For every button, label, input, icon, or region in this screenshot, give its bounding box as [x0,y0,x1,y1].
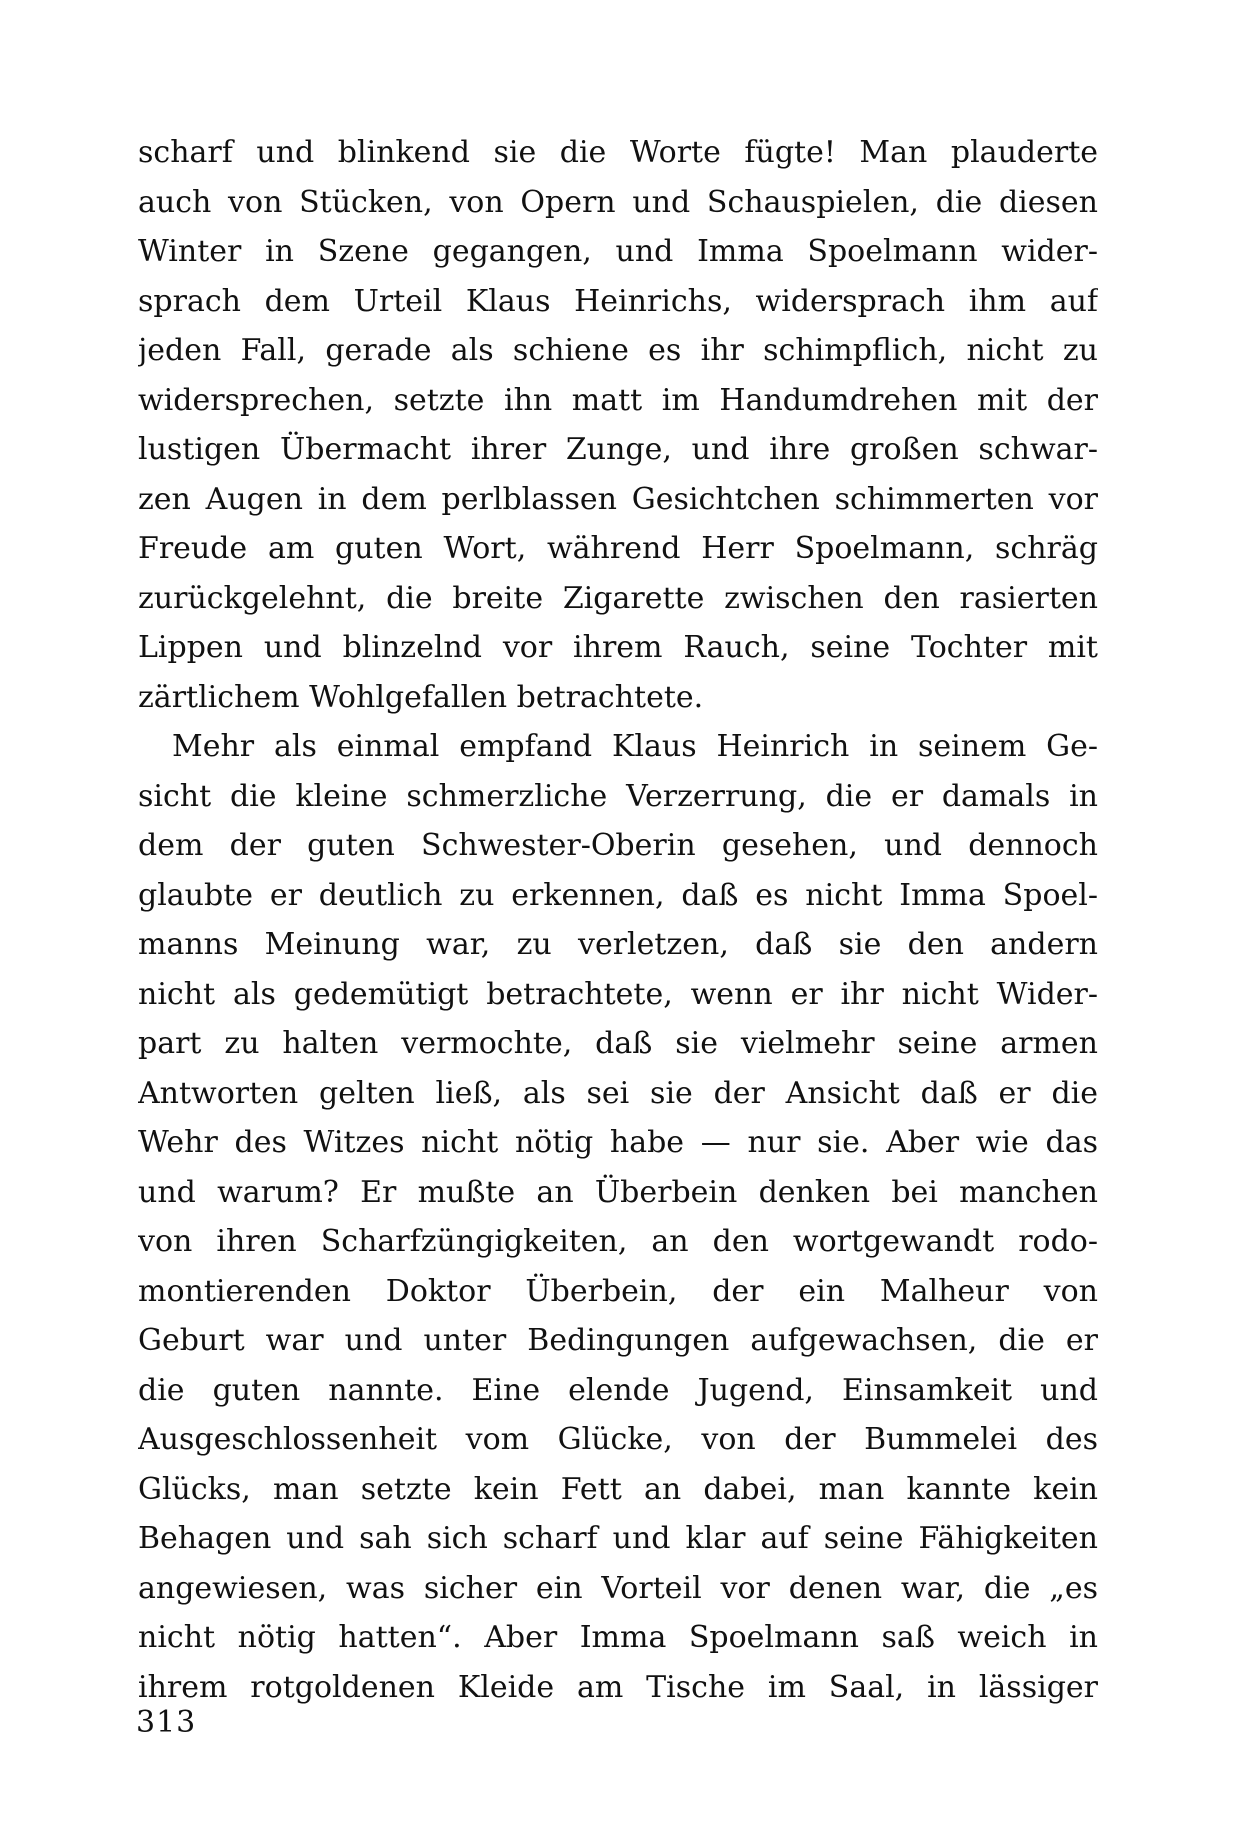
text-line: scharf und blinkend sie die Worte fügte! Man plauderte [138,135,1098,170]
text-line: Geburt war und unter Bedingungen aufgewachsen, die er [138,1323,1098,1358]
text-line: Freude am guten Wort, während Herr Spoelmann, schräg [138,531,1098,566]
text-line: Ausgeschlossenheit vom Glücke, von der Bummelei des [138,1422,1098,1457]
text-line: dem der guten Schwester-Oberin gesehen, und dennoch [138,828,1098,863]
text-line: sprach dem Urteil Klaus Heinrichs, widersprach ihm auf [138,283,1098,319]
text-line: die guten nannte. Eine elende Jugend, Einsamkeit und [138,1372,1098,1408]
text-line: Winter in Szene gegangen, und Imma Spoelmann wider- [138,234,1098,269]
text-line: nicht als gedemütigt betrachtete, wenn er ihr nicht Wider- [138,976,1098,1012]
text-line: Wehr des Witzes nicht nötig habe — nur sie. Aber wie das [138,1125,1098,1160]
text-line: lustigen Übermacht ihrer Zunge, und ihre großen schwar- [138,432,1098,467]
text-line: manns Meinung war, zu verletzen, daß sie den andern [138,927,1098,962]
text-line: widersprechen, setzte ihn matt im Handumdrehen mit der [138,382,1098,418]
text-line: Lippen und blinzelnd vor ihrem Rauch, seine Tochter mit [138,630,1098,665]
page-number: 313 [136,1705,197,1740]
text-line: Antworten gelten ließ, als sei sie der Ansicht daß er die [138,1075,1098,1111]
body-text [138,128,1098,1712]
text-line: part zu halten vermochte, daß sie vielmehr seine armen [138,1026,1098,1061]
text-line: Glücks, man setzte kein Fett an dabei, man kannte kein [138,1471,1098,1507]
text-line: zurückgelehnt, die breite Zigarette zwischen den rasierten [138,580,1098,616]
text-line: angewiesen, was sicher ein Vorteil vor denen war, die „es [138,1570,1098,1606]
text-line: sicht die kleine schmerzliche Verzerrung, die er damals in [138,778,1098,814]
text-line: zen Augen in dem perlblassen Gesichtchen schimmerten vor [138,481,1098,517]
text-line: jeden Fall, gerade als schiene es ihr schimpflich, nicht zu [138,333,1098,368]
text-line: von ihren Scharfzüngigkeiten, an den wortgewandt rodo- [138,1224,1098,1259]
text-line: Mehr als einmal empfand Klaus Heinrich in seinem Ge- [172,729,1098,764]
text-line: glaubte er deutlich zu erkennen, daß es nicht Imma Spoel- [138,877,1098,913]
text-line: nicht nötig hatten“. Aber Imma Spoelmann saß weich in [138,1620,1098,1655]
text-line: auch von Stücken, von Opern und Schauspielen, die diesen [138,184,1098,220]
text-line: montierenden Doktor Überbein, der ein Malheur von [138,1273,1098,1309]
text-line: zärtlichem Wohlgefallen betrachtete. [138,679,704,715]
text-line: ihrem rotgoldenen Kleide am Tische im Saal, in lässiger [138,1669,1098,1705]
text-line: und warum? Er mußte an Überbein denken bei manchen [138,1174,1098,1210]
text-line: Behagen und sah sich scharf und klar auf seine Fähigkeiten [138,1521,1098,1556]
